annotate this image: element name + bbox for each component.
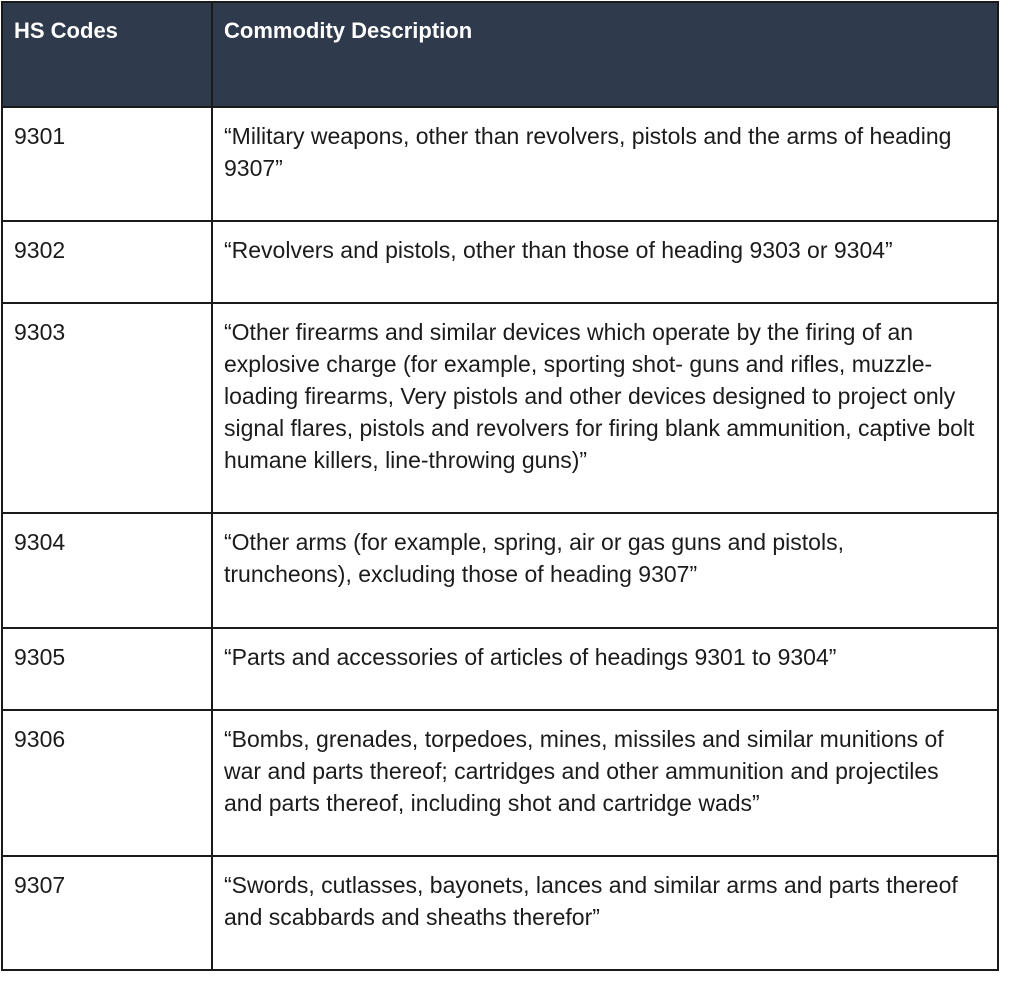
description-cell: “Military weapons, other than revolvers, pistols and the arms of heading 9307” <box>212 107 998 221</box>
table-row <box>2 107 998 221</box>
table-row <box>2 856 998 970</box>
table-row <box>2 628 998 710</box>
description-cell: “Other firearms and similar devices which operate by the firing of an explosive charge (for example, sporting shot- guns and rifles, muzzle-loading firearms, Very pistols and other devices designed to project only signal flares, pistols and revolvers for firing blank ammunition, captive bolt humane killers, line-throwing guns)” <box>212 303 998 513</box>
description-cell: “Parts and accessories of articles of headings 9301 to 9304” <box>212 628 998 710</box>
hs-codes-table <box>1 1 999 971</box>
header-commodity-description: Commodity Description <box>212 2 998 107</box>
table-row <box>2 303 998 513</box>
hs-code-cell: 9301 <box>2 107 212 221</box>
description-cell: “Bombs, grenades, torpedoes, mines, missiles and similar munitions of war and parts thereof; cartridges and other ammunition and projectiles and parts thereof, including shot and cartridge wads” <box>212 710 998 856</box>
description-cell: “Swords, cutlasses, bayonets, lances and similar arms and parts thereof and scabbards and sheaths therefor” <box>212 856 998 970</box>
hs-code-cell: 9302 <box>2 221 212 303</box>
description-cell: “Revolvers and pistols, other than those of heading 9303 or 9304” <box>212 221 998 303</box>
header-hs-codes: HS Codes <box>2 2 212 107</box>
hs-code-cell: 9307 <box>2 856 212 970</box>
hs-code-cell: 9304 <box>2 513 212 628</box>
table-row <box>2 710 998 856</box>
table-header-row <box>2 2 998 107</box>
hs-code-cell: 9305 <box>2 628 212 710</box>
hs-code-cell: 9306 <box>2 710 212 856</box>
table-row <box>2 513 998 628</box>
hs-code-cell: 9303 <box>2 303 212 513</box>
description-cell: “Other arms (for example, spring, air or gas guns and pistols, truncheons), excluding those of heading 9307” <box>212 513 998 628</box>
table-row <box>2 221 998 303</box>
